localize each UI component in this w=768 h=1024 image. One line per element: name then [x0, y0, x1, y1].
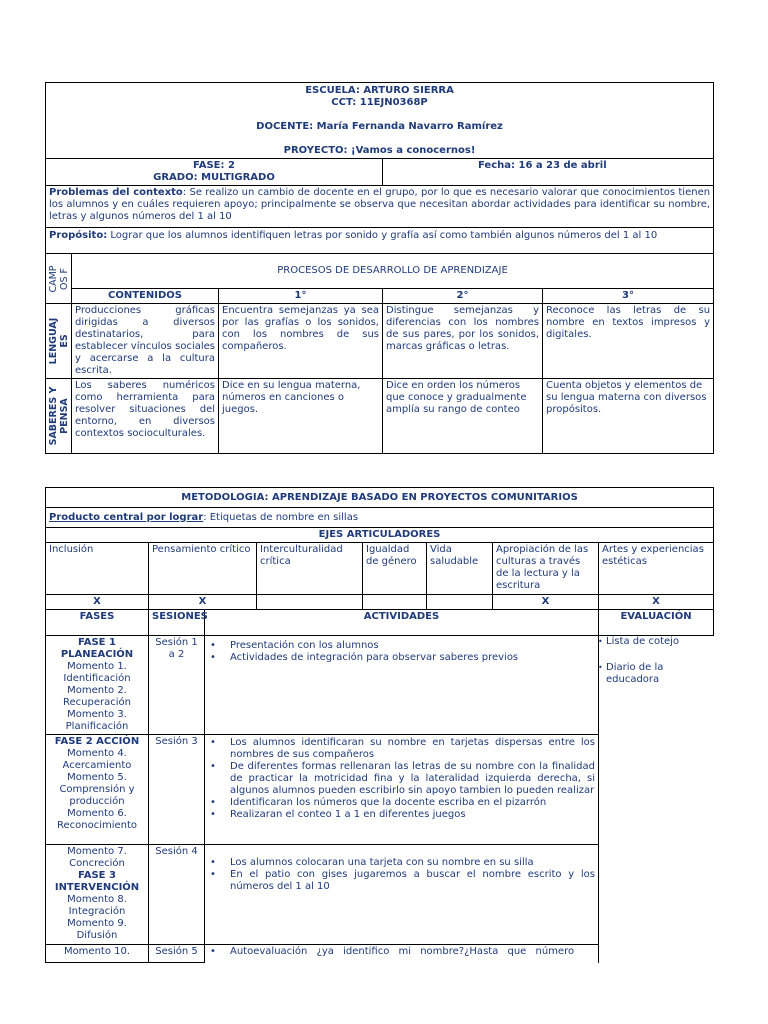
- fase-3-cell: [46, 845, 149, 945]
- fase-line: Difusión: [76, 930, 118, 941]
- actividad-item: • Presentación con los alumnos: [230, 640, 595, 652]
- fase-line: Planificación: [65, 721, 129, 732]
- project-title: PROYECTO: ¡Vamos a conocernos!: [283, 145, 476, 156]
- sesion-3-cell: Sesión 3: [149, 735, 205, 845]
- fase-line: FASE 1: [78, 637, 116, 648]
- evaluacion-item: • Lista de cotejo: [598, 636, 708, 648]
- eje-interculturalidad: Interculturalidad crítica: [257, 543, 363, 595]
- sesion-1-cell: Sesión 1 a 2: [149, 636, 205, 735]
- fase-line: Momento 3.: [67, 709, 127, 720]
- teacher-name: DOCENTE: María Fernanda Navarro Ramírez: [256, 121, 503, 132]
- central-product-label: Producto central por lograr: [49, 511, 204, 523]
- mark-artes: X: [599, 595, 714, 610]
- actividad-item: • De diferentes formas rellenaran las letras de su nombre con la finalidad de practicar la motricidad fina y la lateralidad izquierda derecha, si algunos alumnos pueden escribirlo sin apoyo tambien lo pueden realizar: [230, 761, 595, 797]
- pda-title: PROCESOS DE DESARROLLO DE APRENDIZAJE: [72, 254, 714, 289]
- pda-row-lenguajes: [46, 304, 714, 379]
- pda-saberes-grade-1: Dice en su lengua materna, números en canciones o juegos.: [219, 379, 383, 454]
- ejes-marks-row: [46, 595, 714, 610]
- fase-line: Momento 6.: [67, 808, 127, 819]
- phase-label: FASE: 2: [193, 160, 235, 171]
- pda-lenguajes-grade-2: Distingue semejanzas y diferencias con los nombres de sus pares, por los sonidos, marcas gráficas o letras.: [383, 304, 543, 379]
- actividad-item: • Autoevaluación ¿ya identifico mi nombre?¿Hasta que número: [230, 946, 595, 958]
- header-evaluacion: EVALUACIÓN: [599, 610, 714, 636]
- eje-igualdad-genero: Igualdad de género: [363, 543, 427, 595]
- actividades-1-cell: [205, 636, 599, 735]
- actividades-5-cell: [205, 945, 599, 963]
- actividades-list: [208, 640, 595, 664]
- fase-line: Momento 7.: [67, 846, 127, 857]
- sesion-5-cell: Sesión 5: [149, 945, 205, 963]
- eje-pensamiento-critico: Pensamiento crítico: [149, 543, 257, 595]
- header-contenidos: CONTENIDOS: [72, 289, 219, 304]
- fase-line: Momento 8.: [67, 894, 127, 905]
- fase-line: Reconocimiento: [56, 820, 138, 831]
- header-grade-1: 1°: [219, 289, 383, 304]
- fase-line: FASE 3: [78, 870, 116, 881]
- actividades-3-cell: [205, 735, 599, 845]
- fase-line: INTERVENCIÓN: [54, 882, 140, 893]
- ejes-row: [46, 543, 714, 595]
- header-grade-3: 3°: [543, 289, 714, 304]
- campo-lenguajes: LENGUAJ ES: [46, 304, 72, 379]
- eje-apropiacion-culturas: Apropiación de las culturas a través de la lectura y la escritura: [493, 543, 599, 595]
- evaluacion-list: [598, 636, 708, 700]
- actividad-item: • En el patio con gises jugaremos a buscar el nombre escrito y los números del 1 al 10: [230, 869, 595, 893]
- contenido-lenguajes: Producciones gráficas dirigidas a diversos destinatarios, para establecer vínculos sociales y acercarse a la cultura escrita.: [72, 304, 219, 379]
- campos-formativos-label: CAMP OS F: [46, 254, 72, 304]
- header-sesiones: SESIONES: [149, 610, 205, 636]
- mark-inclusion: X: [46, 595, 149, 610]
- context-problems-text: : Se realizo un cambio de docente en el grupo, por lo que es necesario valorar que conocimientos tienen los alumnos y en cuáles requieren apoyo; principalmente se observa que necesitan abordar actividades para identificar su nombre, letras y algunos números del 1 al 10: [49, 187, 711, 222]
- header-fases: FASES: [46, 610, 149, 636]
- mark-igualdad-genero: [363, 595, 427, 610]
- campo-saberes: SABERES Y PENSA: [46, 379, 72, 454]
- pda-lenguajes-grade-1: Encuentra semejanzas ya sea por las grafías o los sonidos, con los nombres de sus compañeros.: [219, 304, 383, 379]
- actividades-list: [208, 737, 595, 821]
- pda-lenguajes-grade-3: Reconoce las letras de su nombre en textos impresos y digitales.: [543, 304, 714, 379]
- columns-header-row: [46, 610, 714, 636]
- phase-grade-cell: [46, 159, 383, 186]
- fase-line: Identificación: [63, 673, 131, 684]
- fase-line: Concreción: [69, 858, 125, 869]
- purpose: [46, 228, 714, 254]
- eje-vida-saludable: Vida saludable: [427, 543, 493, 595]
- actividad-item: • Los alumnos identificaran su nombre en tarjetas dispersas entre los nombres de sus compañeros: [230, 737, 595, 761]
- methodology-table: [45, 487, 714, 963]
- mark-apropiacion-culturas: X: [493, 595, 599, 610]
- pda-row-saberes: [46, 379, 714, 454]
- fase-line: producción: [69, 796, 125, 807]
- contenido-saberes: Los saberes numéricos como herramienta para resolver situaciones del entorno, en diversos contextos socioculturales.: [72, 379, 219, 454]
- fase-line: Momento 5.: [67, 772, 127, 783]
- fase-line: Momento 2.: [67, 685, 127, 696]
- fase-2-cell: [46, 735, 149, 845]
- fase-line: Momento 10.: [63, 946, 131, 957]
- fase-4-cell: [46, 945, 149, 963]
- context-problems-label: Problemas del contexto: [49, 187, 183, 198]
- sesion-4-cell: Sesión 4: [149, 845, 205, 945]
- fase-line: FASE 2 ACCIÓN: [54, 736, 140, 747]
- evaluacion-item: • Diario de la educadora: [598, 662, 708, 686]
- grade-label: GRADO: MULTIGRADO: [153, 172, 275, 183]
- fase-line: Recuperación: [63, 697, 131, 708]
- school-name: ESCUELA: ARTURO SIERRA: [305, 85, 454, 96]
- actividades-list: [208, 857, 595, 893]
- pda-saberes-grade-2: Dice en orden los números que conoce y gradualmente amplía su rango de conteo: [383, 379, 543, 454]
- fase-line: Integración: [68, 906, 126, 917]
- methodology-title: METODOLOGIA: APRENDIZAJE BASADO EN PROYECTOS COMUNITARIOS: [46, 488, 714, 508]
- pda-saberes-grade-3: Cuenta objetos y elementos de su lengua materna con diversos propósitos.: [543, 379, 714, 454]
- context-problems: [46, 186, 714, 228]
- fase-line: Momento 9.: [67, 918, 127, 929]
- mark-pensamiento-critico: X: [149, 595, 257, 610]
- fase-line: Momento 1.: [67, 661, 127, 672]
- planning-header-table: [45, 82, 714, 454]
- ejes-title: EJES ARTICULADORES: [46, 528, 714, 543]
- actividades-list: [208, 946, 595, 958]
- eje-artes: Artes y experiencias estéticas: [599, 543, 714, 595]
- fase-1-cell: [46, 636, 149, 735]
- actividades-4-cell: [205, 845, 599, 945]
- actividad-item: • Identificaran los números que la docente escriba en el pizarrón: [230, 797, 595, 809]
- fase-line: PLANEACIÓN: [60, 649, 134, 660]
- actividad-item: • Los alumnos colocaran una tarjeta con su nombre en su silla: [230, 857, 595, 869]
- header-grade-2: 2°: [383, 289, 543, 304]
- fase-line: Comprensión y: [59, 784, 135, 795]
- purpose-label: Propósito:: [49, 230, 108, 241]
- purpose-text: Lograr que los alumnos identifiquen letras por sonido y grafía así como también algunos números del 1 al 10: [107, 230, 658, 241]
- date-label: Fecha: 16 a 23 de abril: [383, 159, 714, 186]
- actividad-item: • Actividades de integración para observar saberes previos: [230, 652, 595, 664]
- fase-line: Acercamiento: [62, 760, 132, 771]
- mark-vida-saludable: [427, 595, 493, 610]
- school-info-block: [46, 83, 714, 159]
- mark-interculturalidad: [257, 595, 363, 610]
- central-product-text: : Etiquetas de nombre en sillas: [203, 511, 359, 523]
- cct-code: CCT: 11EJN0368P: [331, 97, 428, 108]
- central-product: [46, 508, 714, 528]
- fase-line: Momento 4.: [67, 748, 127, 759]
- actividad-item: • Realizaran el conteo 1 a 1 en diferentes juegos: [230, 809, 595, 821]
- eje-inclusion: Inclusión: [46, 543, 149, 595]
- header-actividades: ACTIVIDADES: [205, 610, 599, 636]
